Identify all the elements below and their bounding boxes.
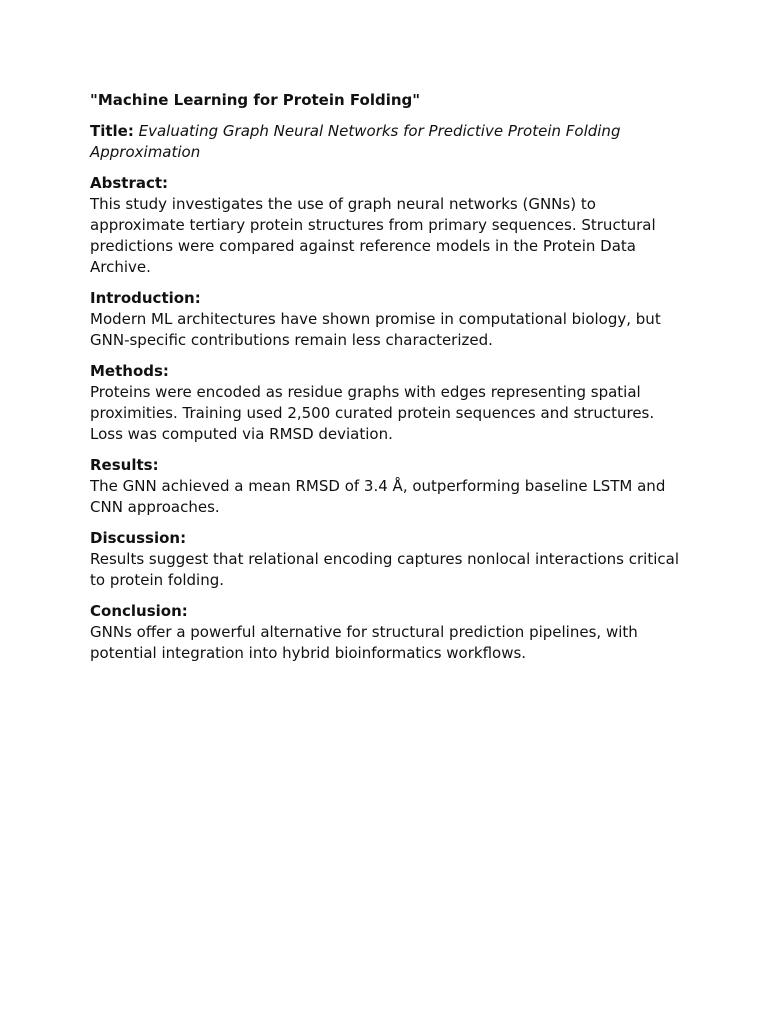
section-body: Modern ML architectures have shown promise in computational biology, but GNN-specific contributions remain less characterized.: [90, 310, 661, 349]
section-conclusion: [90, 601, 680, 664]
section-introduction: [90, 288, 680, 351]
section-heading: Conclusion:: [90, 602, 188, 620]
title-label: Title:: [90, 122, 134, 140]
section-heading: Discussion:: [90, 529, 187, 547]
section-abstract: [90, 173, 680, 278]
section-body: Results suggest that relational encoding captures nonlocal interactions critical to protein folding.: [90, 550, 679, 589]
section-heading: Introduction:: [90, 289, 201, 307]
section-discussion: [90, 528, 680, 591]
section-body: Proteins were encoded as residue graphs with edges representing spatial proximities. Training used 2,500 curated protein sequences and structures. Loss was computed via RMSD deviation.: [90, 383, 655, 443]
section-body: GNNs offer a powerful alternative for structural prediction pipelines, with potential integration into hybrid bioinformatics workflows.: [90, 623, 638, 662]
section-results: [90, 455, 680, 518]
document-heading: "Machine Learning for Protein Folding": [90, 91, 421, 109]
title-text: Evaluating Graph Neural Networks for Predictive Protein Folding Approximation: [90, 122, 621, 161]
section-methods: [90, 361, 680, 445]
section-body: This study investigates the use of graph neural networks (GNNs) to approximate tertiary protein structures from primary sequences. Structural predictions were compared against reference models in the Protein Data Archive.: [90, 195, 656, 276]
section-heading: Abstract:: [90, 174, 169, 192]
section-heading: Methods:: [90, 362, 169, 380]
document-page: [90, 90, 680, 674]
section-body: The GNN achieved a mean RMSD of 3.4 Å, outperforming baseline LSTM and CNN approaches.: [90, 477, 666, 516]
title-line: [90, 121, 680, 163]
section-heading: Results:: [90, 456, 159, 474]
